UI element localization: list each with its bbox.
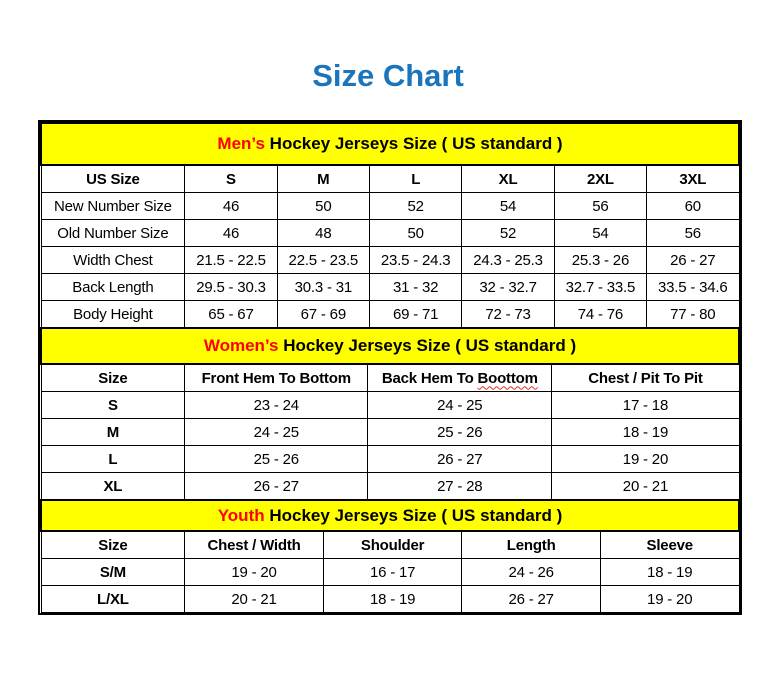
table-cell: 19 - 20 <box>185 559 324 586</box>
table-cell: 25.3 - 26 <box>554 247 646 274</box>
womens-section-title <box>41 328 739 364</box>
table-cell: 29.5 - 30.3 <box>185 274 277 301</box>
table-cell: 54 <box>554 220 646 247</box>
column-header-cell: S <box>185 165 277 193</box>
column-header-cell: XL <box>462 165 554 193</box>
table-cell: 23.5 - 24.3 <box>370 247 462 274</box>
table-row <box>41 446 739 473</box>
row-label-cell: Old Number Size <box>41 220 185 247</box>
mens-section-header-row <box>41 123 739 165</box>
table-row <box>41 392 739 419</box>
column-header-cell: L <box>370 165 462 193</box>
table-cell: 65 - 67 <box>185 301 277 328</box>
table-row <box>41 419 739 446</box>
table-cell: 26 - 27 <box>368 446 552 473</box>
table-cell: 56 <box>554 193 646 220</box>
table-cell: 50 <box>370 220 462 247</box>
table-cell: 21.5 - 22.5 <box>185 247 277 274</box>
row-label-cell: S <box>41 392 185 419</box>
table-cell: 54 <box>462 193 554 220</box>
row-label-cell: Back Length <box>41 274 185 301</box>
table-cell: 24.3 - 25.3 <box>462 247 554 274</box>
youth-section-title <box>41 500 739 531</box>
table-cell: 19 - 20 <box>552 446 739 473</box>
youth-section-rest-text: Hockey Jerseys Size ( US standard ) <box>264 505 563 525</box>
table-row <box>41 473 739 500</box>
table-row <box>41 220 739 247</box>
column-header-cell: M <box>277 165 369 193</box>
youth-size-table <box>40 499 740 613</box>
table-cell: 72 - 73 <box>462 301 554 328</box>
row-label-cell: L <box>41 446 185 473</box>
column-header-cell: 2XL <box>554 165 646 193</box>
column-header-cell: Size <box>41 364 185 392</box>
table-cell: 60 <box>647 193 739 220</box>
table-row <box>41 559 739 586</box>
misspelled-word: Boottom <box>477 369 538 387</box>
table-cell: 52 <box>370 193 462 220</box>
table-cell: 25 - 26 <box>185 446 368 473</box>
table-cell: 19 - 20 <box>600 586 739 613</box>
table-cell: 20 - 21 <box>185 586 324 613</box>
table-cell: 16 - 17 <box>323 559 462 586</box>
youth-column-header-row <box>41 531 739 559</box>
table-row <box>41 193 739 220</box>
table-cell: 24 - 25 <box>368 392 552 419</box>
table-cell: 26 - 27 <box>185 473 368 500</box>
column-header-cell: Chest / Pit To Pit <box>552 364 739 392</box>
table-cell: 24 - 25 <box>185 419 368 446</box>
table-cell: 18 - 19 <box>552 419 739 446</box>
womens-section-rest-text: Hockey Jerseys Size ( US standard ) <box>278 336 577 355</box>
table-cell: 74 - 76 <box>554 301 646 328</box>
table-cell: 18 - 19 <box>600 559 739 586</box>
table-cell: 67 - 69 <box>277 301 369 328</box>
table-cell: 22.5 - 23.5 <box>277 247 369 274</box>
table-cell: 46 <box>185 193 277 220</box>
table-cell: 50 <box>277 193 369 220</box>
row-label-cell: XL <box>41 473 185 500</box>
table-cell: 31 - 32 <box>370 274 462 301</box>
table-cell: 69 - 71 <box>370 301 462 328</box>
womens-section-header-row <box>41 328 739 364</box>
womens-column-header-row <box>41 364 739 392</box>
table-cell: 25 - 26 <box>368 419 552 446</box>
womens-section-accent-text: Women’s <box>203 336 279 355</box>
table-row <box>41 247 739 274</box>
page-title: Size Chart <box>312 58 464 93</box>
column-header-cell-with-typo <box>368 364 552 392</box>
row-label-cell: L/XL <box>41 586 185 613</box>
column-header-cell: 3XL <box>647 165 739 193</box>
mens-section-accent-text: Men’s <box>217 134 265 153</box>
row-label-cell: Body Height <box>41 301 185 328</box>
mens-column-header-row <box>41 165 739 193</box>
table-row <box>41 301 739 328</box>
row-label-cell: New Number Size <box>41 193 185 220</box>
column-header-cell: Sleeve <box>600 531 739 559</box>
table-cell: 77 - 80 <box>647 301 739 328</box>
column-header-cell: Length <box>462 531 601 559</box>
table-cell: 26 - 27 <box>462 586 601 613</box>
size-chart-tables <box>38 120 742 615</box>
table-cell: 30.3 - 31 <box>277 274 369 301</box>
back-hem-header-prefix: Back Hem To <box>381 369 478 387</box>
column-header-cell: Shoulder <box>323 531 462 559</box>
table-cell: 33.5 - 34.6 <box>647 274 739 301</box>
mens-section-rest-text: Hockey Jerseys Size ( US standard ) <box>264 134 563 153</box>
mens-size-table <box>40 122 740 328</box>
table-cell: 27 - 28 <box>368 473 552 500</box>
womens-size-table <box>40 327 740 500</box>
table-cell: 20 - 21 <box>552 473 739 500</box>
table-cell: 17 - 18 <box>552 392 739 419</box>
table-cell: 23 - 24 <box>185 392 368 419</box>
column-header-cell: Chest / Width <box>185 531 324 559</box>
row-label-cell: Width Chest <box>41 247 185 274</box>
table-cell: 56 <box>647 220 739 247</box>
youth-section-accent-text: Youth <box>217 505 265 525</box>
table-cell: 32 - 32.7 <box>462 274 554 301</box>
column-header-cell: US Size <box>41 165 185 193</box>
table-row <box>41 586 739 613</box>
row-label-cell: S/M <box>41 559 185 586</box>
table-cell: 26 - 27 <box>647 247 739 274</box>
row-label-cell: M <box>41 419 185 446</box>
table-row <box>41 274 739 301</box>
column-header-cell: Front Hem To Bottom <box>185 364 368 392</box>
column-header-cell: Size <box>41 531 185 559</box>
table-cell: 48 <box>277 220 369 247</box>
mens-section-title <box>41 123 739 165</box>
table-cell: 46 <box>185 220 277 247</box>
table-cell: 32.7 - 33.5 <box>554 274 646 301</box>
table-cell: 18 - 19 <box>323 586 462 613</box>
table-cell: 52 <box>462 220 554 247</box>
youth-section-header-row <box>41 500 739 531</box>
table-cell: 24 - 26 <box>462 559 601 586</box>
